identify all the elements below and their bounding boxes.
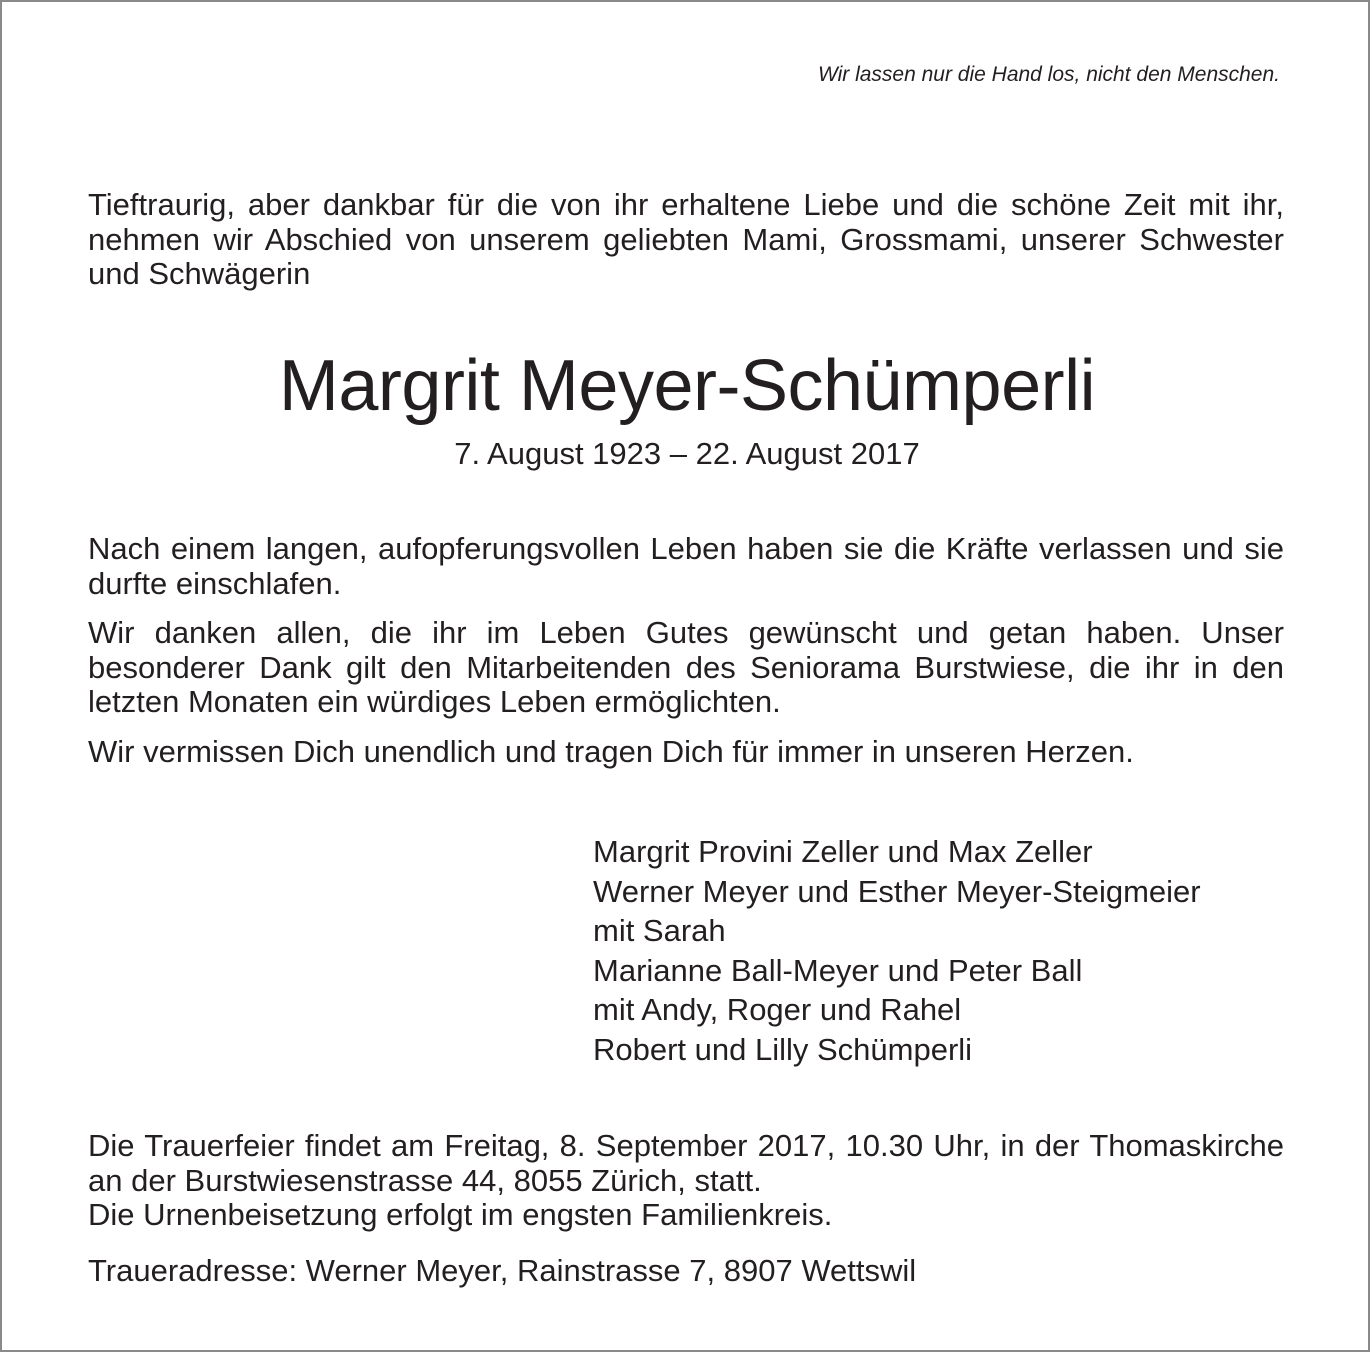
intro-paragraph bbox=[88, 188, 1284, 292]
mourners-list bbox=[593, 832, 1201, 1069]
paragraph-remembrance: Wir vermissen Dich unendlich und tragen Dich für immer in unseren Herzen. bbox=[88, 733, 1134, 769]
deceased-name: Margrit Meyer-Schümperli bbox=[278, 346, 1096, 426]
intro-text: Tieftraurig, aber dankbar für die von ihr erhaltene Liebe und die schöne Zeit mit ihr, nehmen wir Abschied von unserem geliebten Mami, Grossmami, unserer Schwester und Schwägerin bbox=[88, 187, 1284, 291]
mourning-address: Traueradresse: Werner Meyer, Rainstrasse 7, 8907 Wettswil bbox=[88, 1253, 917, 1288]
mourner-line: Robert und Lilly Schümperli bbox=[593, 1031, 973, 1067]
mourner-line: Margrit Provini Zeller und Max Zeller bbox=[593, 834, 1093, 869]
paragraph-thanks: Wir danken allen, die ihr im Leben Gutes gewünscht und getan haben. Unser besonderer Dank gilt den Mitarbeitenden des Seniorama Burstwiese, die ihr in den letzten Monaten ein würdiges Leben ermöglichten. bbox=[88, 615, 1284, 719]
ceremony-info bbox=[88, 1129, 1284, 1233]
mourner-line: Werner Meyer und Esther Meyer-Steigmeier bbox=[593, 873, 1201, 909]
motto-quote: Wir lassen nur die Hand los, nicht den Menschen. bbox=[817, 63, 1280, 86]
paragraph-farewell: Nach einem langen, aufopferungsvollen Leben haben sie die Kräfte verlassen und sie durfte einschlafen. bbox=[88, 531, 1284, 601]
urn-burial-text: Die Urnenbeisetzung erfolgt im engsten Familienkreis. bbox=[88, 1197, 833, 1232]
mourner-line: mit Sarah bbox=[593, 913, 726, 948]
funeral-service-text: Die Trauerfeier findet am Freitag, 8. September 2017, 10.30 Uhr, in der Thomaskirche an der Burstwiesenstrasse 44, 8055 Zürich, statt. bbox=[88, 1128, 1284, 1198]
main-text bbox=[88, 532, 1284, 769]
life-dates: 7. August 1923 – 22. August 2017 bbox=[454, 436, 920, 471]
mourner-line: Marianne Ball-Meyer und Peter Ball bbox=[593, 952, 1083, 988]
mourner-line: mit Andy, Roger und Rahel bbox=[593, 992, 962, 1027]
